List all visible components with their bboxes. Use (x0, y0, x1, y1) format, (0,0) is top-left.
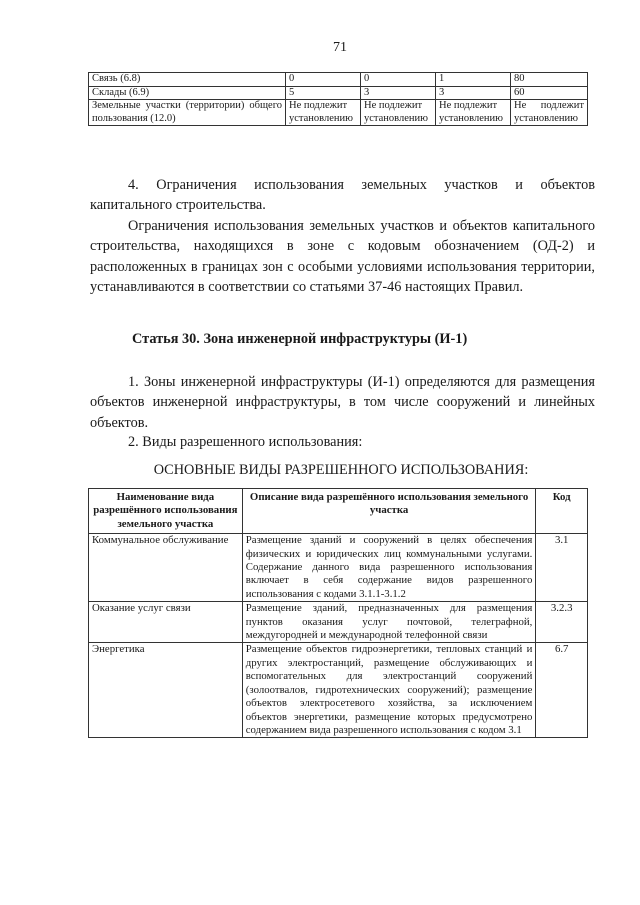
row-name: Энергетика (89, 643, 243, 738)
paragraph: Ограничения использования земельных участков и объектов капитального строительства, находящихся в зоне с кодовым обозначением (ОД-2) и расположенных в границах зон с особыми условиями использования территории, устанавливаются в соответствии со статьями 37-46 настоящих Правил. (90, 218, 595, 295)
table-cell: Не подлежит установлению (286, 100, 361, 126)
table-row (89, 100, 588, 126)
row-code: 6.7 (536, 643, 588, 738)
table-cell: Не подлежит установлению (361, 100, 436, 126)
table-row (89, 602, 588, 643)
table-cell: 3 (361, 86, 436, 100)
table-cell: 80 (511, 73, 588, 87)
table-cell: 0 (361, 73, 436, 87)
table-cell: Связь (6.8) (89, 73, 286, 87)
table-header-row (89, 489, 588, 534)
table-caption: ОСНОВНЫЕ ВИДЫ РАЗРЕШЕННОГО ИСПОЛЬЗОВАНИЯ: (153, 462, 529, 478)
paragraph: 1. Зоны инженерной инфраструктуры (И-1) определяются для размещения объектов инженерной инфраструктуры, в том числе сооружений и линейных объектов. (90, 374, 595, 431)
row-description: Размещение зданий и сооружений в целях обеспечения физических и юридических лиц коммунальными услугами. Содержание данного вида разрешенного использования включает в себя содержание видов разрешенного использования с кодами 3.1.1-3.1.2 (242, 534, 536, 602)
article-heading: Статья 30. Зона инженерной инфраструктуры (И-1) (132, 331, 468, 347)
table-cell: 3 (436, 86, 511, 100)
table-cell: 5 (286, 86, 361, 100)
paragraph: 4. Ограничения использования земельных участков и объектов капитального строительства. (90, 177, 595, 214)
table-cell: 1 (436, 73, 511, 87)
table-cell: 60 (511, 86, 588, 100)
table-cell: Не подлежит установлению (436, 100, 511, 126)
top-table (88, 72, 588, 126)
row-name: Коммунальное обслуживание (89, 534, 243, 602)
table-row (89, 73, 588, 87)
row-code: 3.2.3 (536, 602, 588, 643)
paragraph: 2. Виды разрешенного использования: (128, 434, 363, 450)
main-table (88, 488, 588, 738)
table-cell: Земельные участки (территории) общего пользования (12.0) (89, 100, 286, 126)
table-cell: 0 (286, 73, 361, 87)
table-row (89, 86, 588, 100)
table-row (89, 643, 588, 738)
row-name: Оказание услуг связи (89, 602, 243, 643)
header-code: Код (536, 489, 588, 534)
table-row (89, 534, 588, 602)
header-name: Наименование вида разрешённого использования земельного участка (89, 489, 243, 534)
header-description: Описание вида разрешённого использования земельного участка (242, 489, 536, 534)
row-code: 3.1 (536, 534, 588, 602)
row-description: Размещение зданий, предназначенных для размещения пунктов оказания услуг почтовой, телеграфной, междугородней и международной телефонной связи (242, 602, 536, 643)
row-description: Размещение объектов гидроэнергетики, тепловых станций и других электростанций, размещение обслуживающих и вспомогательных для электростанций сооружений (золоотвалов, гидротехнических сооружений); размещение объектов электросетевого хозяйства, за исключением объектов энергетики, размещение которых предусмотрено содержанием вида разрешенного использования с кодом 3.1 (242, 643, 536, 738)
table-cell: Склады (6.9) (89, 86, 286, 100)
page-number: 71 (333, 40, 347, 55)
table-cell: Не подлежит установлению (511, 100, 588, 126)
